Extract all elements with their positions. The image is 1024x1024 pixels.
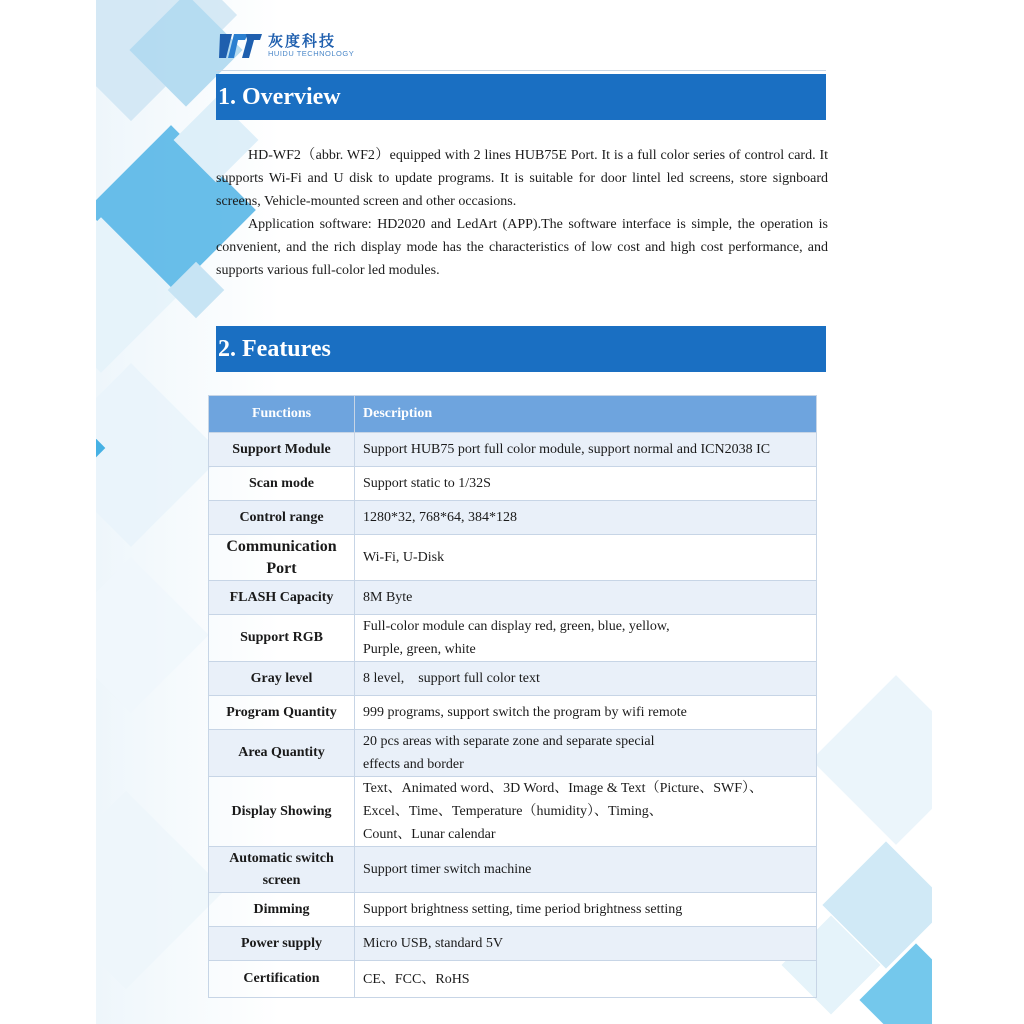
section-heading-overview: 1. Overview: [216, 74, 826, 120]
description-line: Count、Lunar calendar: [363, 827, 496, 842]
huidu-logo-icon: [218, 30, 264, 60]
deco-diamond: [811, 675, 932, 845]
description-line: Support HUB75 port full color module, support normal and ICN2038 IC: [363, 442, 771, 457]
description-line: effects and border: [363, 757, 464, 772]
description-cell: [355, 777, 817, 847]
table-row: [209, 433, 817, 467]
description-line: 8M Byte: [363, 590, 413, 605]
table-row: [209, 581, 817, 615]
function-cell: Scan mode: [209, 467, 355, 501]
column-header-functions: Functions: [209, 396, 355, 433]
description-cell: [355, 893, 817, 927]
description-cell: [355, 961, 817, 998]
description-cell: [355, 662, 817, 696]
features-table-body: [209, 433, 817, 998]
logo-chinese-text: 灰度科技: [268, 32, 337, 50]
description-cell: [355, 535, 817, 581]
section-heading-features: 2. Features: [216, 326, 826, 372]
function-cell: Area Quantity: [209, 730, 355, 777]
table-row: [209, 927, 817, 961]
description-cell: [355, 581, 817, 615]
description-cell: [355, 927, 817, 961]
description-line: Micro USB, standard 5V: [363, 936, 503, 951]
features-table: [208, 395, 817, 998]
function-cell: Power supply: [209, 927, 355, 961]
table-row: [209, 847, 817, 893]
function-cell: Support Module: [209, 433, 355, 467]
table-row: [209, 501, 817, 535]
function-cell: Automatic switch screen: [209, 847, 355, 893]
function-cell: Certification: [209, 961, 355, 998]
overview-paragraph-1: HD-WF2（abbr. WF2）equipped with 2 lines HUB75E Port. It is a full color series of control card. It supports Wi-Fi and U disk to update programs. It is suitable for door lintel led screens, store signboard screens, Vehicle-mounted screen and other occasions.: [216, 148, 828, 209]
description-line: Excel、Time、Temperature（humidity）、Timing、: [363, 804, 663, 819]
table-row: [209, 615, 817, 662]
description-line: 20 pcs areas with separate zone and separate special: [363, 734, 655, 749]
description-cell: [355, 615, 817, 662]
function-cell: Support RGB: [209, 615, 355, 662]
function-cell: Control range: [209, 501, 355, 535]
description-line: Support brightness setting, time period brightness setting: [363, 902, 683, 917]
function-cell: Gray level: [209, 662, 355, 696]
description-line: 999 programs, support switch the program by wifi remote: [363, 705, 687, 720]
function-cell: Dimming: [209, 893, 355, 927]
description-line: CE、FCC、RoHS: [363, 971, 470, 987]
description-cell: [355, 433, 817, 467]
table-row: [209, 893, 817, 927]
description-line: 1280*32, 768*64, 384*128: [363, 510, 517, 525]
table-row: [209, 777, 817, 847]
function-cell: Program Quantity: [209, 696, 355, 730]
description-line: Full-color module can display red, green, blue, yellow,: [363, 619, 670, 634]
function-cell: Display Showing: [209, 777, 355, 847]
table-row: [209, 961, 817, 998]
description-line: Purple, green, white: [363, 642, 476, 657]
deco-diamond: [96, 791, 225, 989]
deco-diamond: [96, 363, 223, 547]
table-row: [209, 467, 817, 501]
description-line: Support static to 1/32S: [363, 476, 491, 491]
table-row: [209, 730, 817, 777]
function-cell: FLASH Capacity: [209, 581, 355, 615]
description-line: Wi-Fi, U-Disk: [363, 550, 445, 565]
description-line: 8 level, support full color text: [363, 671, 540, 686]
description-cell: [355, 501, 817, 535]
description-line: Support timer switch machine: [363, 862, 532, 877]
description-cell: [355, 696, 817, 730]
table-row: [209, 696, 817, 730]
description-cell: [355, 847, 817, 893]
overview-paragraph-2: Application software: HD2020 and LedArt (APP).The software interface is simple, the operation is convenient, and the rich display mode has the characteristics of low cost and high cost performance, and supports various full-color led modules.: [216, 217, 828, 278]
column-header-description: Description: [355, 396, 817, 433]
deco-diamond: [96, 557, 209, 713]
table-row: [209, 662, 817, 696]
company-logo: [218, 28, 378, 62]
overview-text: [216, 144, 828, 282]
description-line: Text、Animated word、3D Word、Image & Text（Picture、SWF）、: [363, 781, 764, 796]
description-cell: [355, 730, 817, 777]
logo-english-text: HUIDU TECHNOLOGY: [268, 49, 355, 58]
table-row: [209, 535, 817, 581]
header-divider: [216, 70, 826, 71]
description-cell: [355, 467, 817, 501]
table-header-row: [209, 396, 817, 433]
function-cell: Communication Port: [209, 535, 355, 581]
